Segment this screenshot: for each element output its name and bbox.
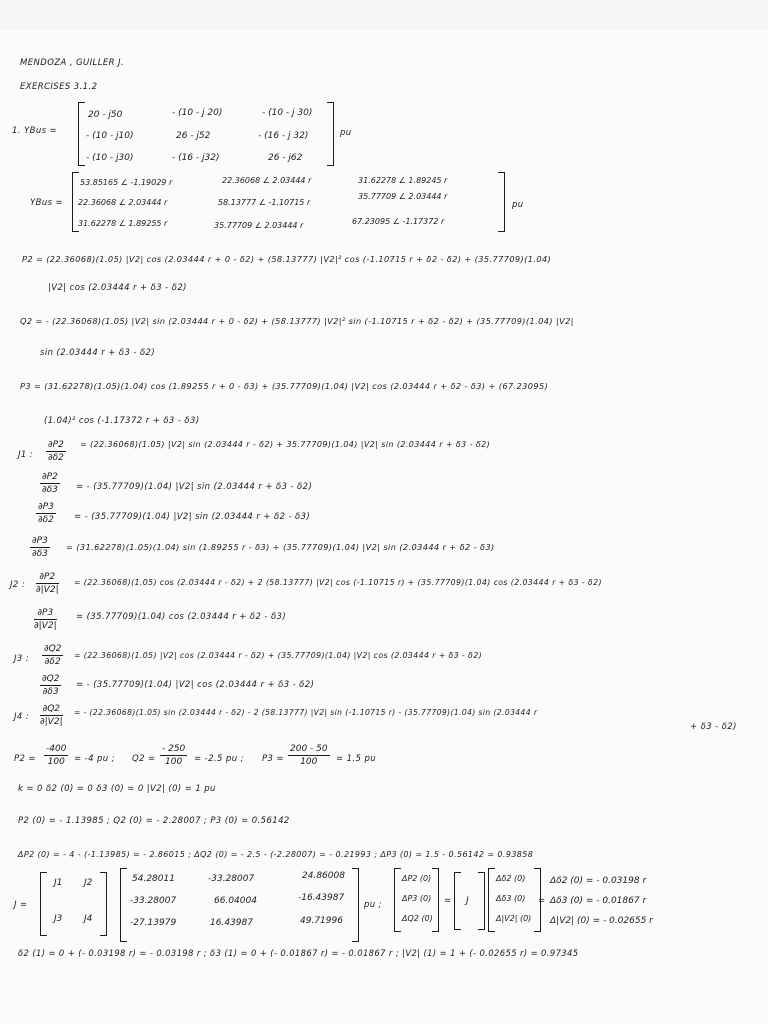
ybus-rect-label: 1. YBus = [12,126,58,136]
j1-b-num: ∂P2 [42,472,58,482]
jacobian-unit: pu ; [364,900,382,910]
j4-a-expression: = - (22.36068)(1.05) sin (2.03444 r - δ2) - 2 (58.13777) |V2| sin (-1.10715 r) - (35.77709)(1.04) sin (2.03444 r [74,708,538,717]
j1-a-derivative [46,440,66,463]
j-placeholder-left-bracket [454,872,461,930]
p2-given-den: 100 [47,757,65,767]
delta-result: Δ|V2| (0) = - 0.02655 r [550,916,653,926]
unknown-vector-entry: Δδ3 (0) [496,894,526,903]
j1-a-expression: = (22.36068)(1.05) |V2| sin (2.03444 r - δ2) + 35.77709)(1.04) |V2| sin (2.03444 r + δ3 - δ2) [80,440,491,449]
j3-a-derivative [42,644,63,667]
j2-a-den: ∂|V2| [36,585,59,595]
j3-a-num: ∂Q2 [44,644,62,654]
p2-given-label: P2 = [14,754,36,764]
initial-conditions: k = 0 δ2 (0) = 0 δ3 (0) = 0 |V2| (0) = 1 pu [18,784,216,794]
j4-label: J4 : [14,712,30,722]
computed-values: P2 (0) = - 1.13985 ; Q2 (0) = - 2.28007 ; P3 (0) = 0.56142 [18,816,290,826]
ybus-polar-cell: 22.36068 ∠ 2.03444 r [222,176,312,185]
first-iteration-results: δ2 (1) = 0 + (- 0.03198 r) = - 0.03198 r ; δ3 (1) = 0 + (- 0.01867 r) = - 0.01867 r ; |V2| (1) = 1 + (- 0.02655 r) = 0.97345 [18,948,579,958]
j3-b-num: ∂Q2 [42,674,60,684]
ybus-polar-cell: 35.77709 ∠ 2.03444 r [214,221,304,230]
unknown-vector-left-bracket [488,868,495,932]
p3-given-num: 200 - 50 [290,744,328,754]
j1-d-den: ∂δ3 [31,549,48,559]
ybus-polar-right-bracket [498,172,505,232]
delta-result: Δδ2 (0) = - 0.03198 r [550,876,647,886]
q2-given-value: = -2.5 pu ; [194,754,244,764]
j1-a-num: ∂P2 [48,440,64,450]
j1-c-den: ∂δ2 [37,515,54,525]
j1-c-derivative [36,502,56,525]
j2-b-num: ∂P3 [34,608,57,620]
j2-a-derivative [36,572,59,595]
ybus-polar-unit: pu [512,200,524,210]
jacobian-cell: 16.43987 [210,918,253,928]
ybus-polar-cell: 31.62278 ∠ 1.89245 r [358,176,448,185]
ybus-rect-cell: 26 - j52 [176,131,211,141]
jacobian-numeric-right-bracket [352,868,359,942]
q2-given-num: - 250 [162,744,186,754]
j4-a-derivative [40,704,63,727]
mismatch-vector-left-bracket [394,868,401,932]
mismatch-vector-right-bracket [432,868,439,932]
j2-b-den: ∂|V2| [34,621,57,631]
mismatch-vector-entry: ΔQ2 (0) [402,914,433,923]
ybus-rect-cell: - (10 - j30) [86,153,134,163]
p2-equation-line1: P2 = (22.36068)(1.05) |V2| cos (2.03444 r + 0 - δ2) + (58.13777) |V2|² cos (-1.10715 r + δ2 - δ2) + (35.77709)(1.04) [22,254,552,264]
j-placeholder-right-bracket [478,872,485,930]
mismatch-vector-entry: ΔP2 (0) [402,874,432,883]
j1-c-expression: = - (35.77709)(1.04) |V2| sin (2.03444 r + δ2 - δ3) [74,512,311,522]
solve-equals: = [538,896,546,906]
ybus-polar-cell: 53.85165 ∠ -1.19029 r [80,178,173,187]
q2-equation-line2: sin (2.03444 r + δ3 - δ2) [40,348,156,358]
jacobian-prefix: J = [14,900,28,910]
unknown-vector-entry: Δ|V2| (0) [496,914,532,923]
ybus-rect-cell: - (16 - j 32) [258,131,309,141]
jacobian-block-j2: J2 [84,878,93,888]
jacobian-cell: -16.43987 [298,893,345,903]
unknown-vector-entry: Δδ2 (0) [496,874,526,883]
student-name: MENDOZA , GUILLER J. [20,58,125,68]
j-placeholder-symbol: J [466,896,469,906]
jacobian-block-j4: J4 [84,914,93,924]
jacobian-block-j1: J1 [54,878,63,888]
mismatch-values: ΔP2 (0) = - 4 - (-1.13985) = - 2.86015 ; ΔQ2 (0) = - 2.5 - (-2.28007) = - 0.21993 ; ΔP3 (0) = 1.5 - 0.56142 = 0.93858 [18,850,534,859]
equals-sign: = [444,896,452,906]
j1-label: J1 : [18,450,34,460]
q2-given-fraction [160,744,187,767]
ybus-rect-cell: 26 - j62 [268,153,303,163]
ybus-rect-right-bracket [327,102,334,166]
j3-label: J3 : [14,654,30,664]
p2-equation-line2: |V2| cos (2.03444 r + δ3 - δ2) [48,283,187,293]
j4-a-num: ∂Q2 [40,704,63,716]
ybus-rect-cell: 20 - j50 [88,110,123,120]
p3-equation-line2: (1.04)² cos (-1.17372 r + δ3 - δ3) [44,416,200,426]
ybus-rect-cell: - (10 - j 30) [262,108,313,118]
j1-d-derivative [30,536,50,559]
jacobian-cell: 24.86008 [302,871,345,881]
ybus-rect-left-bracket [78,102,85,166]
q2-given-label: Q2 = [132,754,156,764]
p3-given-value: = 1.5 pu [336,754,377,764]
j2-b-derivative [34,608,57,631]
j4-a-den: ∂|V2| [40,717,63,727]
p2-given-fraction [44,744,68,767]
p2-given-value: = -4 pu ; [74,754,115,764]
ybus-rect-unit: pu [340,128,352,138]
jacobian-symbolic-right-bracket [100,872,107,936]
ybus-rect-cell: - (16 - j32) [172,153,220,163]
jacobian-block-j3: J3 [54,914,63,924]
jacobian-numeric-left-bracket [120,868,127,942]
exercise-title: EXERCISES 3.1.2 [20,82,98,92]
q2-given-den: 100 [165,757,183,767]
j3-a-expression: = (22.36068)(1.05) |V2| cos (2.03444 r - δ2) + (35.77709)(1.04) |V2| cos (2.03444 r + δ3 - δ2) [74,651,483,660]
j3-b-expression: = - (35.77709)(1.04) |V2| cos (2.03444 r + δ3 - δ2) [76,680,315,690]
j3-b-derivative [40,674,61,697]
j1-d-num: ∂P3 [32,536,48,546]
j1-a-den: ∂δ2 [47,453,64,463]
p2-given-num: -400 [46,744,67,754]
jacobian-cell: -33.28007 [130,896,177,906]
ybus-polar-cell: 58.13777 ∠ -1.10715 r [218,198,311,207]
j2-b-expression: = (35.77709)(1.04) cos (2.03444 r + δ2 - δ3) [76,612,287,622]
j1-d-expression: = (31.62278)(1.05)(1.04) sin (1.89255 r - δ3) + (35.77709)(1.04) |V2| sin (2.03444 r + δ2 - δ3) [66,542,495,552]
p3-equation-line1: P3 = (31.62278)(1.05)(1.04) cos (1.89255 r + 0 - δ3) + (35.77709)(1.04) |V2| cos (2.03444 r + δ2 - δ3) + (67.23095) [20,381,549,391]
q2-equation-line1: Q2 = - (22.36068)(1.05) |V2| sin (2.03444 r + 0 - δ2) + (58.13777) |V2|² sin (-1.10715 r + δ2 - δ2) + (35.77709)(1.04) |V2| [20,316,574,326]
jacobian-cell: -27.13979 [130,918,177,928]
ybus-polar-cell: 35.77709 ∠ 2.03444 r [358,192,448,201]
ybus-polar-cell: 22.36068 ∠ 2.03444 r [78,198,168,207]
delta-result: Δδ3 (0) = - 0.01867 r [550,896,647,906]
jacobian-cell: 54.28011 [132,874,175,884]
j3-a-den: ∂δ2 [44,657,61,667]
ybus-rect-cell: - (10 - j10) [86,131,134,141]
j1-b-expression: = - (35.77709)(1.04) |V2| sin (2.03444 r + δ3 - δ2) [76,482,313,492]
j1-b-derivative [40,472,60,495]
j2-a-num: ∂P2 [36,572,59,584]
p3-given-label: P3 = [262,754,284,764]
ybus-polar-cell: 67.23095 ∠ -1.17372 r [352,217,445,226]
p3-given-den: 100 [300,757,318,767]
ybus-polar-cell: 31.62278 ∠ 1.89255 r [78,219,168,228]
j2-a-expression: = (22.36068)(1.05) cos (2.03444 r - δ2) + 2 (58.13777) |V2| cos (-1.10715 r) + (35.77709)(1.04) cos (2.03444 r + δ3 - δ2) [74,578,602,587]
jacobian-cell: 49.71996 [300,916,343,926]
j3-b-den: ∂δ3 [42,687,59,697]
jacobian-cell: 66.04004 [214,896,257,906]
jacobian-symbolic-left-bracket [40,872,47,936]
jacobian-cell: -33.28007 [208,874,255,884]
j4-a-expression-continued: + δ3 - δ2) [690,722,737,732]
j2-label: J2 : [10,580,26,590]
j1-c-num: ∂P3 [38,502,54,512]
j1-b-den: ∂δ3 [41,485,58,495]
p3-given-fraction [288,744,330,767]
ybus-rect-cell: - (10 - j 20) [172,108,223,118]
ybus-polar-label: YBus = [30,198,64,208]
mismatch-vector-entry: ΔP3 (0) [402,894,432,903]
